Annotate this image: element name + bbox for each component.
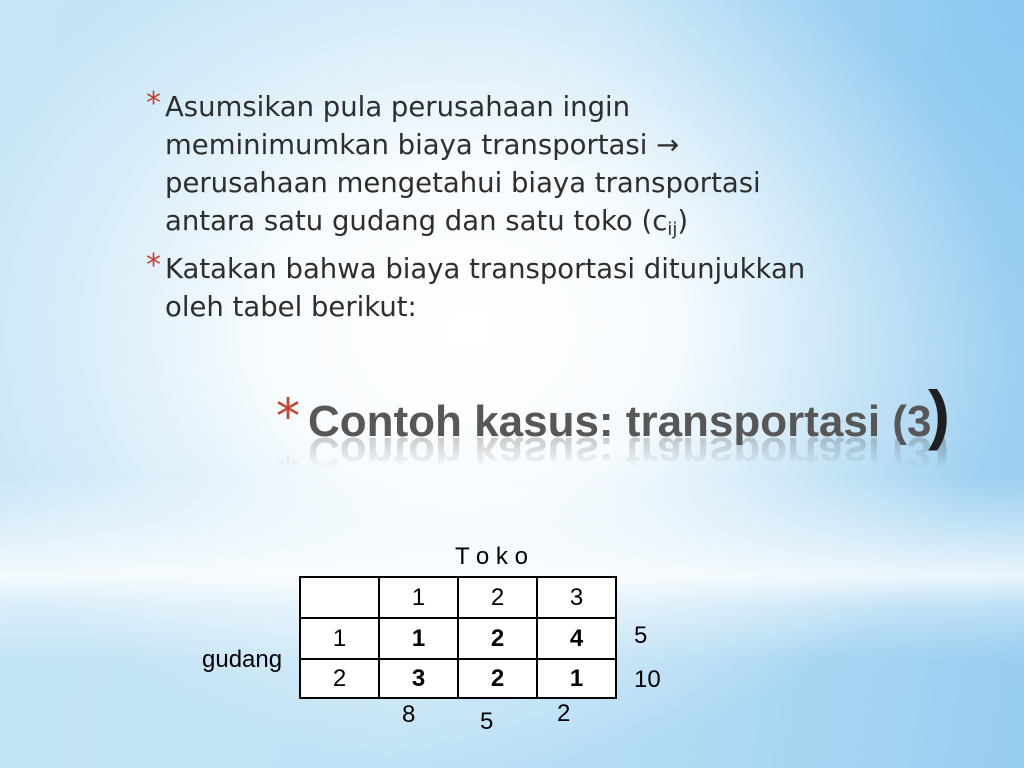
slide-title [276, 377, 976, 451]
row-header-cell: 2 [300, 659, 379, 698]
column-header-cell: 1 [379, 577, 458, 618]
column-header-cell: 3 [537, 577, 616, 618]
bullet-list [146, 86, 865, 326]
demand-value: 2 [557, 700, 571, 727]
row-header-cell: 1 [300, 618, 379, 659]
table-corner-cell [300, 577, 379, 618]
demand-value: 5 [480, 708, 494, 735]
title-closing-paren: ) [928, 377, 950, 451]
cost-table [299, 576, 617, 699]
demand-value: 8 [402, 701, 416, 728]
bullet-line-text: antara satu gudang dan satu toko (c [165, 205, 668, 237]
cost-cell: 1 [379, 618, 458, 659]
column-header-cell: 2 [458, 577, 537, 618]
cost-cell: 1 [537, 659, 616, 698]
bullet-line: perusahaan mengetahui biaya transportasi [165, 167, 761, 199]
bullet-item [146, 86, 865, 240]
bullet-marker: * [146, 86, 161, 121]
cost-cell: 3 [379, 659, 458, 698]
supply-value: 10 [634, 666, 661, 693]
subscript: ij [667, 219, 678, 240]
bullet-item [146, 248, 865, 326]
title-marker: * [276, 389, 300, 445]
table-row [300, 618, 616, 659]
bullet-line: meminimumkan biaya transportasi → [165, 129, 680, 161]
bullet-line-suffix: ) [677, 205, 689, 237]
column-group-label: T o k o [455, 543, 528, 570]
bullet-marker: * [146, 248, 161, 283]
bullet-line: Asumsikan pula perusahaan ingin [165, 91, 631, 123]
cost-cell: 4 [537, 618, 616, 659]
title-text: Contoh kasus: transportasi (3 [308, 397, 932, 446]
table-row [300, 659, 616, 698]
supply-value: 5 [634, 622, 648, 649]
cost-cell: 2 [458, 659, 537, 698]
table-header-row [300, 577, 616, 618]
bullet-line: oleh tabel berikut: [165, 291, 417, 323]
row-group-label: gudang [202, 646, 283, 673]
cost-cell: 2 [458, 618, 537, 659]
bullet-line [165, 202, 865, 240]
bullet-line: Katakan bahwa biaya transportasi ditunjukkan [165, 253, 806, 285]
